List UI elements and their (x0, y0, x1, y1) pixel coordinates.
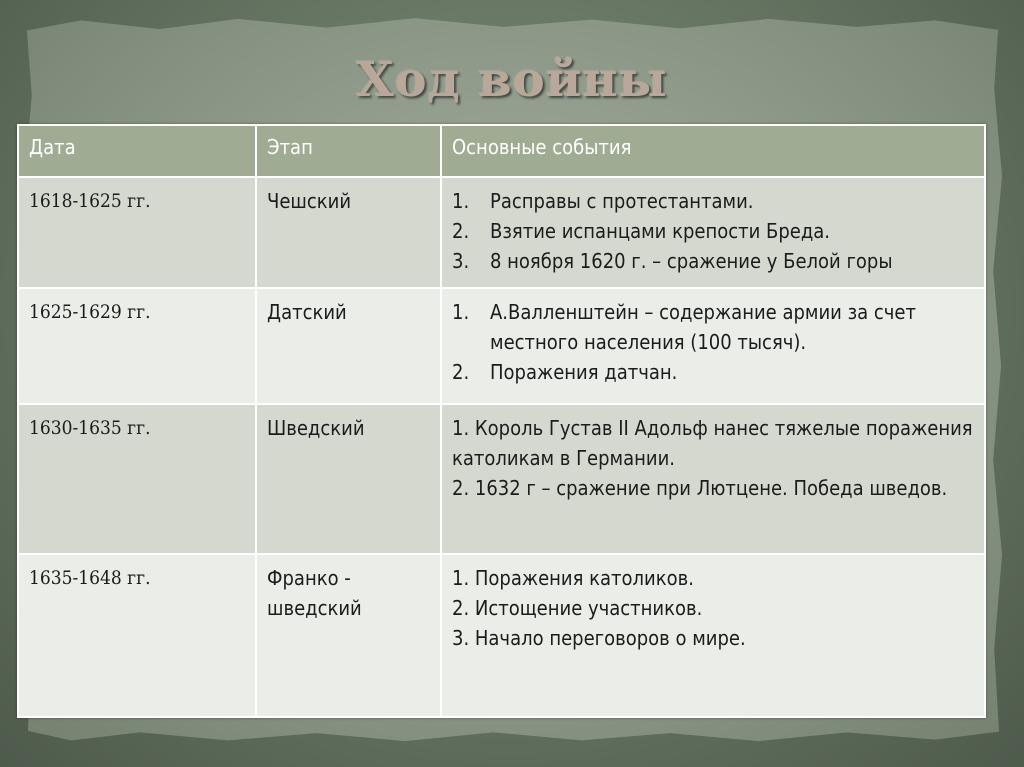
cell-date: 1635-1648 гг. (18, 554, 256, 717)
table-row (18, 288, 985, 404)
list-item-text: Расправы с протестантами. (490, 189, 754, 213)
table-row (18, 554, 985, 717)
list-item-text: Поражения датчан. (490, 360, 678, 384)
list-item-text: А.Валленштейн – содержание армии за счет местного населения (100 тысяч). (490, 300, 916, 354)
list-item-text: 3. Начало переговоров о мире. (452, 626, 746, 650)
table-row (18, 404, 985, 554)
cell-events (441, 177, 985, 288)
list-item (452, 473, 974, 503)
cell-stage: Шведский (256, 404, 441, 554)
list-item (452, 297, 974, 357)
list-item (452, 623, 974, 653)
list-item-text: 2. 1632 г – сражение при Лютцене. Победа шведов. (452, 476, 948, 500)
list-item (452, 593, 974, 623)
list-item (452, 246, 974, 276)
list-item-number: 3. (452, 249, 470, 273)
cell-date: 1630-1635 гг. (18, 404, 256, 554)
table-row (18, 177, 985, 288)
war-course-table (17, 124, 986, 718)
cell-events (441, 404, 985, 554)
header-date: Дата (18, 125, 256, 177)
cell-date: 1618-1625 гг. (18, 177, 256, 288)
events-list (452, 297, 974, 387)
events-list (452, 563, 974, 653)
list-item-text: 1. Поражения католиков. (452, 566, 694, 590)
events-list (452, 186, 974, 276)
list-item (452, 413, 974, 473)
cell-stage: Франко - шведский (256, 554, 441, 717)
list-item (452, 563, 974, 593)
cell-events (441, 554, 985, 717)
cell-stage: Датский (256, 288, 441, 404)
list-item-text: 1. Король Густав II Адольф нанес тяжелые поражения католикам в Германии. (452, 416, 973, 470)
header-stage: Этап (256, 125, 441, 177)
list-item-number: 2. (452, 219, 470, 243)
cell-stage: Чешский (256, 177, 441, 288)
slide-title: Ход войны (356, 52, 668, 108)
list-item-text: 8 ноября 1620 г. – сражение у Белой горы (490, 249, 893, 273)
header-events: Основные события (441, 125, 985, 177)
list-item (452, 357, 974, 387)
list-item-text: Взятие испанцами крепости Бреда. (490, 219, 831, 243)
cell-date: 1625-1629 гг. (18, 288, 256, 404)
list-item-number: 2. (452, 360, 470, 384)
list-item (452, 186, 974, 216)
events-list (452, 413, 974, 503)
cell-events (441, 288, 985, 404)
list-item-number: 1. (452, 189, 470, 213)
list-item-number: 1. (452, 300, 470, 324)
table-header-row (18, 125, 985, 177)
list-item (452, 216, 974, 246)
list-item-text: 2. Истощение участников. (452, 596, 703, 620)
